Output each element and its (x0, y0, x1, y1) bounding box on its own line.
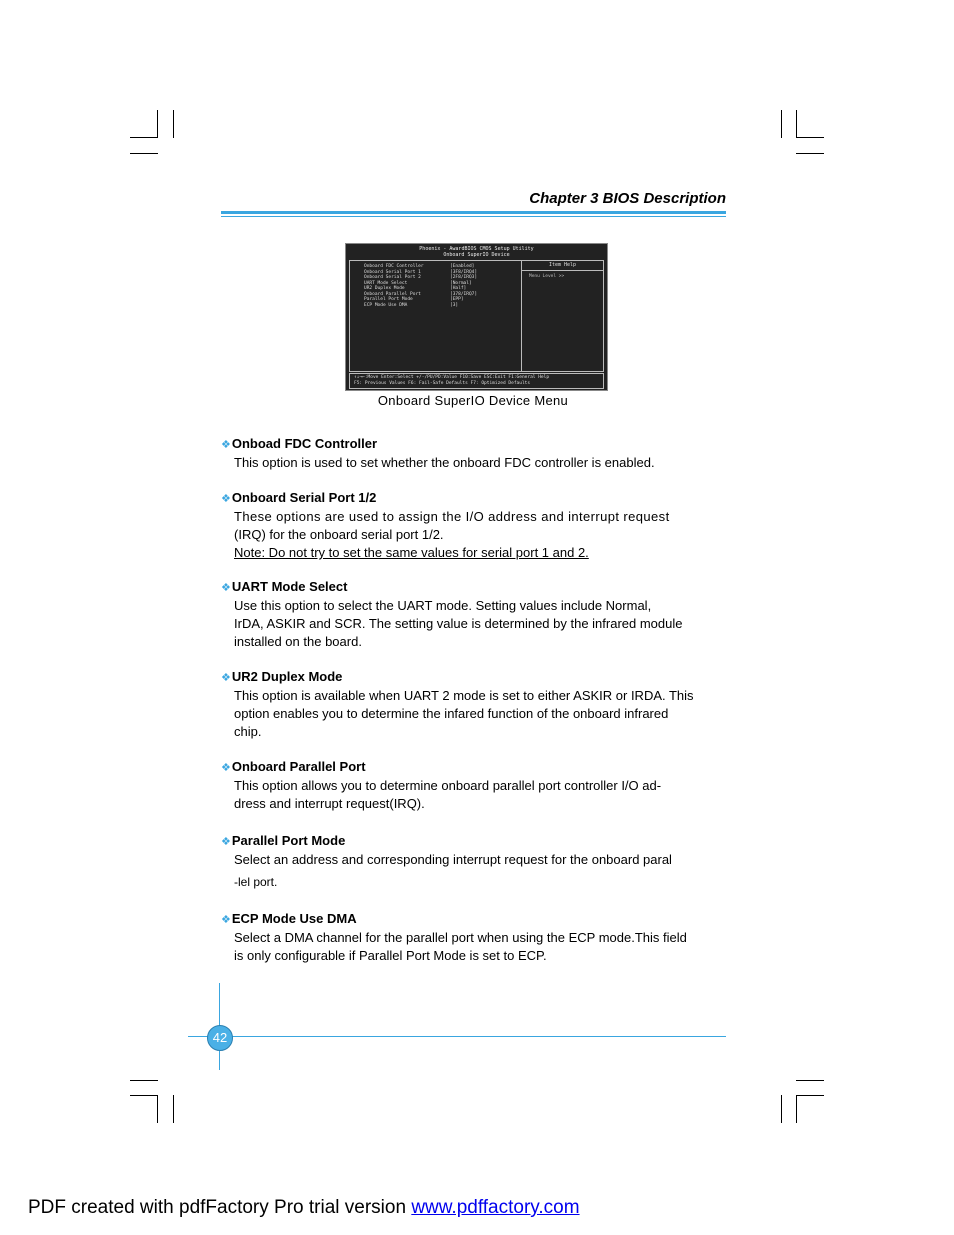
section-note: Note: Do not try to set the same values for serial port 1 and 2. (234, 545, 589, 560)
bullet-icon: ❖ (221, 836, 231, 848)
crop-mark (796, 153, 824, 154)
section-parallel-port (221, 758, 731, 813)
section-fdc-controller (221, 435, 731, 472)
section-text: Select an address and corresponding interrupt request for the onboard paral (234, 852, 672, 867)
crop-mark (796, 1095, 797, 1123)
section-text: dress and interrupt request(IRQ). (234, 796, 425, 811)
bios-help-text: Menu Level >> (529, 274, 565, 279)
pdf-creator-note (28, 1197, 580, 1219)
section-text: chip. (234, 724, 262, 739)
pdf-note-text: PDF created with pdfFactory Pro trial version (28, 1197, 412, 1218)
section-text: option enables you to determine the infared function of the onboard infrared (234, 706, 669, 721)
bios-item: Onboard Serial Port 1 (364, 269, 421, 275)
bios-footer-line: F5: Previous Values F6: Fail-Safe Defaults F7: Optimized Defaults (354, 380, 531, 386)
pdffactory-link[interactable]: www.pdffactory.com (411, 1197, 580, 1218)
section-ur2-duplex (221, 668, 731, 741)
crop-mark (130, 1080, 158, 1081)
bios-value: [Normal] (450, 280, 472, 286)
bios-item: Onboard Serial Port 2 (364, 275, 421, 280)
bullet-icon: ❖ (221, 672, 231, 684)
page-number-badge: 42 (207, 1025, 233, 1051)
section-text: is only configurable if Parallel Port Mode is set to ECP. (234, 948, 547, 963)
section-text: Select a DMA channel for the parallel port when using the ECP mode.This field (234, 930, 687, 945)
crop-mark (157, 1095, 158, 1123)
section-text: installed on the board. (234, 634, 362, 649)
chapter-title: Chapter 3 BIOS Description (529, 190, 726, 207)
bios-item: ECP Mode Use DMA (364, 302, 408, 308)
section-text: This option allows you to determine onboard parallel port controller I/O ad- (234, 778, 662, 793)
bullet-icon: ❖ (221, 439, 231, 451)
crop-mark (173, 1095, 174, 1123)
crop-mark (781, 110, 782, 138)
section-serial-port (221, 489, 731, 562)
crop-mark (130, 1095, 158, 1096)
crop-mark (796, 110, 797, 138)
bios-value-list (450, 264, 477, 308)
section-title: Onboard Serial Port 1/2 (231, 490, 377, 505)
bios-divider (521, 260, 522, 372)
bullet-icon: ❖ (221, 582, 231, 594)
section-text: -lel port. (234, 875, 278, 889)
bios-value: [Half] (450, 286, 467, 291)
bios-help-title: Item Help (522, 261, 603, 271)
bios-item: Onboard FDC Controller (364, 264, 424, 269)
section-title: Onboad FDC Controller (231, 436, 378, 451)
bios-item-list (364, 264, 424, 308)
crop-mark (781, 1095, 782, 1123)
section-title: ECP Mode Use DMA (231, 911, 357, 926)
section-ecp-dma (221, 910, 731, 965)
section-title: UART Mode Select (231, 579, 348, 594)
section-parallel-mode (221, 832, 731, 891)
bios-item: Onboard Parallel Port (364, 291, 421, 297)
footer-rule (188, 1036, 726, 1037)
section-title: Parallel Port Mode (231, 833, 346, 848)
bullet-icon: ❖ (221, 762, 231, 774)
section-text: These options are used to assign the I/O address and interrupt request (234, 509, 670, 524)
bios-item: UR2 Duplex Mode (364, 286, 405, 291)
bios-footer-line: ↑↓→←:Move Enter:Select +/-/PU/PD:Value F10:Save ESC:Exit F1:General Help (354, 375, 550, 380)
section-title: Onboard Parallel Port (231, 759, 366, 774)
bios-value: [3] (450, 302, 459, 308)
bios-value: [EPP] (450, 297, 464, 302)
crop-mark (173, 110, 174, 138)
bios-value: [3F8/IRQ4] (450, 269, 478, 275)
header-rule (221, 211, 726, 214)
bios-item: UART Mode Select (364, 280, 408, 286)
section-text: (IRQ) for the onboard serial port 1/2. (234, 527, 444, 542)
section-text: This option is used to set whether the onboard FDC controller is enabled. (234, 455, 655, 470)
section-text: This option is available when UART 2 mode is set to either ASKIR or IRDA. This (234, 688, 694, 703)
crop-mark (796, 1095, 824, 1096)
section-text: IrDA, ASKIR and SCR. The setting value is determined by the infrared module (234, 616, 683, 631)
section-title: UR2 Duplex Mode (231, 669, 343, 684)
crop-mark (796, 137, 824, 138)
bullet-icon: ❖ (221, 914, 231, 926)
bios-header (346, 244, 607, 260)
bios-value: [2F8/IRQ3] (450, 275, 478, 280)
section-text: Use this option to select the UART mode. Setting values include Normal, (234, 598, 652, 613)
bios-value: [Enabled] (450, 264, 475, 269)
bios-screenshot (345, 243, 608, 391)
bios-item: Parallel Port Mode (364, 297, 413, 302)
section-uart-mode (221, 578, 731, 651)
bios-title: Phoenix - AwardBIOS CMOS Setup Utility (419, 246, 534, 252)
bios-value: [378/IRQ7] (450, 291, 478, 297)
figure-caption: Onboard SuperIO Device Menu (377, 393, 569, 408)
bios-subtitle: Onboard SuperIO Device (443, 252, 510, 258)
bullet-icon: ❖ (221, 493, 231, 505)
bios-footer (349, 373, 604, 389)
crop-mark (796, 1080, 824, 1081)
crop-mark (157, 110, 158, 138)
crop-mark (130, 137, 158, 138)
crop-mark (130, 153, 158, 154)
header-rule (221, 216, 726, 217)
